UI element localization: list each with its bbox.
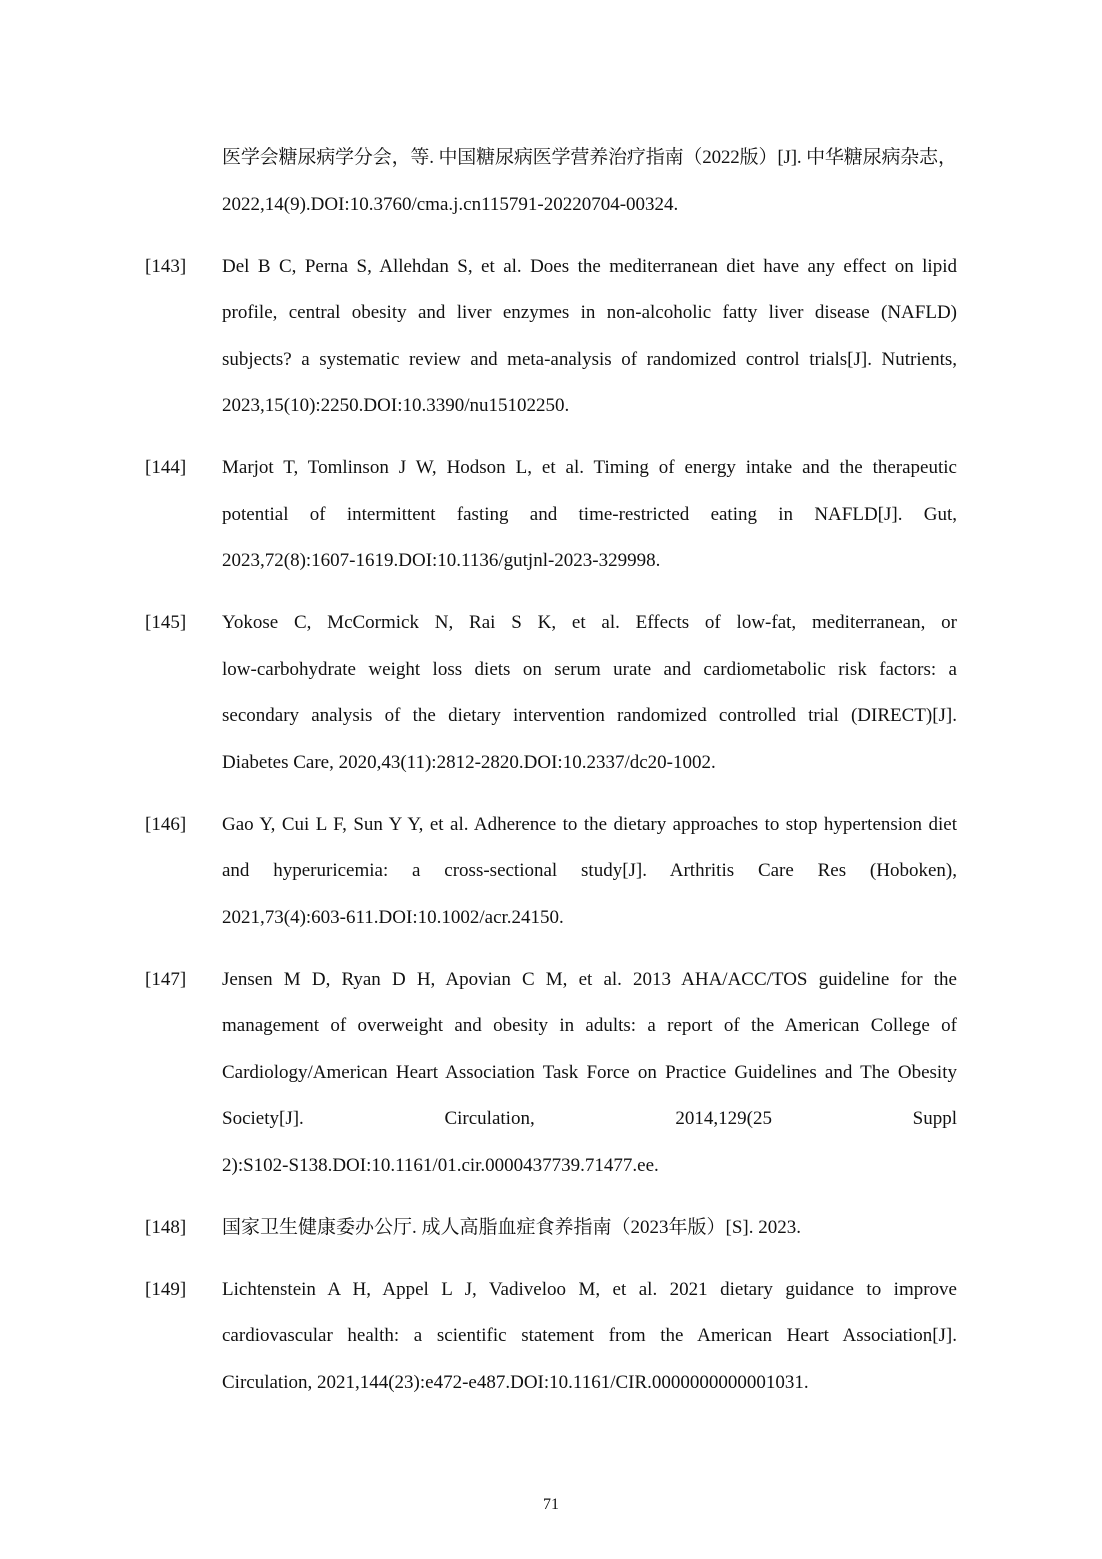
reference-text <box>222 135 957 228</box>
reference-number: [144] <box>145 457 187 478</box>
reference-line <box>222 802 957 849</box>
references-list <box>0 135 1102 1422</box>
reference-line <box>222 135 957 182</box>
reference-line-text: and hyperuricemia: a cross-sectional study[J]. Arthritis Care Res (Hoboken), <box>222 860 957 881</box>
reference-line <box>222 1205 957 1252</box>
reference-entry <box>0 445 1102 585</box>
reference-entry <box>0 1205 1102 1252</box>
reference-line-text: 医学会糖尿病学分会，等. 中国糖尿病医学营养治疗指南（2022版）[J]. 中华糖尿病杂志， <box>222 147 957 168</box>
reference-line-text: Society[J]. Circulation, 2014,129(25 Suppl <box>222 1108 957 1129</box>
reference-line-text: 2):S102-S138.DOI:10.1161/01.cir.0000437739.71477.ee. <box>222 1154 659 1176</box>
reference-line-text: Lichtenstein A H, Appel L J, Vadiveloo M, et al. 2021 dietary guidance to improve <box>222 1278 957 1300</box>
reference-text <box>222 957 957 1190</box>
reference-line <box>222 1050 957 1097</box>
reference-line <box>222 182 957 229</box>
reference-line-text: Del B C, Perna S, Allehdan S, et al. Does the mediterranean diet have any effect on lipid <box>222 255 957 277</box>
reference-line-text: 2023,15(10):2250.DOI:10.3390/nu15102250. <box>222 395 570 416</box>
reference-text <box>222 600 957 786</box>
page-number: 71 <box>543 1496 559 1513</box>
reference-text <box>222 244 957 430</box>
reference-line <box>222 290 957 337</box>
reference-line-text: 2021,73(4):603-611.DOI:10.1002/acr.24150. <box>222 906 564 928</box>
reference-line-text: Marjot T, Tomlinson J W, Hodson L, et al. Timing of energy intake and the therapeutic <box>222 457 957 478</box>
reference-line-text: profile, central obesity and liver enzymes in non-alcoholic fatty liver disease (NAFLD) <box>222 302 957 323</box>
reference-line-text: Gao Y, Cui L F, Sun Y Y, et al. Adherence to the dietary approaches to stop hypertension diet <box>222 813 957 835</box>
reference-line-text: Jensen M D, Ryan D H, Apovian C M, et al. 2013 AHA/ACC/TOS guideline for the <box>222 968 957 990</box>
reference-entry <box>0 802 1102 942</box>
reference-number: [148] <box>145 1216 187 1238</box>
reference-line <box>222 383 957 430</box>
reference-number: [143] <box>145 255 187 277</box>
reference-text <box>222 1267 957 1407</box>
reference-line-text: 2023,72(8):1607-1619.DOI:10.1136/gutjnl-2023-329998. <box>222 550 661 571</box>
reference-entry <box>0 600 1102 786</box>
reference-text <box>222 445 957 585</box>
reference-line <box>222 1360 957 1407</box>
reference-entry <box>0 244 1102 430</box>
reference-line <box>222 244 957 291</box>
reference-text <box>222 1205 957 1252</box>
reference-entry <box>0 1267 1102 1407</box>
reference-number: [149] <box>145 1278 187 1300</box>
reference-line-text: cardiovascular health: a scientific statement from the American Heart Association[J]. <box>222 1325 957 1346</box>
reference-line <box>222 337 957 384</box>
reference-line <box>222 1003 957 1050</box>
reference-line <box>222 445 957 492</box>
reference-line <box>222 1313 957 1360</box>
reference-line <box>222 492 957 539</box>
reference-line <box>222 957 957 1004</box>
reference-line <box>222 538 957 585</box>
reference-line-text: Circulation, 2021,144(23):e472-e487.DOI:10.1161/CIR.0000000000001031. <box>222 1371 809 1393</box>
reference-line-text: Diabetes Care, 2020,43(11):2812-2820.DOI:10.2337/dc20-1002. <box>222 751 716 773</box>
reference-entry <box>0 957 1102 1190</box>
reference-line-text: subjects? a systematic review and meta-analysis of randomized control trials[J]. Nutrients, <box>222 348 957 370</box>
reference-line <box>222 693 957 740</box>
reference-line-text: secondary analysis of the dietary intervention randomized controlled trial (DIRECT)[J]. <box>222 705 957 726</box>
reference-line <box>222 600 957 647</box>
reference-text <box>222 802 957 942</box>
reference-line <box>222 1267 957 1314</box>
reference-entry-continuation <box>0 135 1102 228</box>
reference-line <box>222 1096 957 1143</box>
reference-number: [147] <box>145 968 187 990</box>
reference-number: [145] <box>145 612 187 633</box>
reference-line <box>222 647 957 694</box>
reference-line-text: low-carbohydrate weight loss diets on serum urate and cardiometabolic risk factors: a <box>222 658 957 680</box>
reference-line-text: Yokose C, McCormick N, Rai S K, et al. Effects of low-fat, mediterranean, or <box>222 612 957 633</box>
reference-line-text: management of overweight and obesity in adults: a report of the American College of <box>222 1015 957 1036</box>
reference-line <box>222 895 957 942</box>
reference-number: [146] <box>145 813 187 835</box>
reference-line-text: Cardiology/American Heart Association Task Force on Practice Guidelines and The Obesity <box>222 1061 957 1083</box>
reference-line-text: potential of intermittent fasting and time-restricted eating in NAFLD[J]. Gut, <box>222 503 957 525</box>
reference-line <box>222 1143 957 1190</box>
reference-line-text: 2022,14(9).DOI:10.3760/cma.j.cn115791-20220704-00324. <box>222 193 679 215</box>
reference-line <box>222 848 957 895</box>
reference-line-text: 国家卫生健康委办公厅. 成人高脂血症食养指南（2023年版）[S]. 2023. <box>222 1216 801 1238</box>
reference-line <box>222 740 957 787</box>
